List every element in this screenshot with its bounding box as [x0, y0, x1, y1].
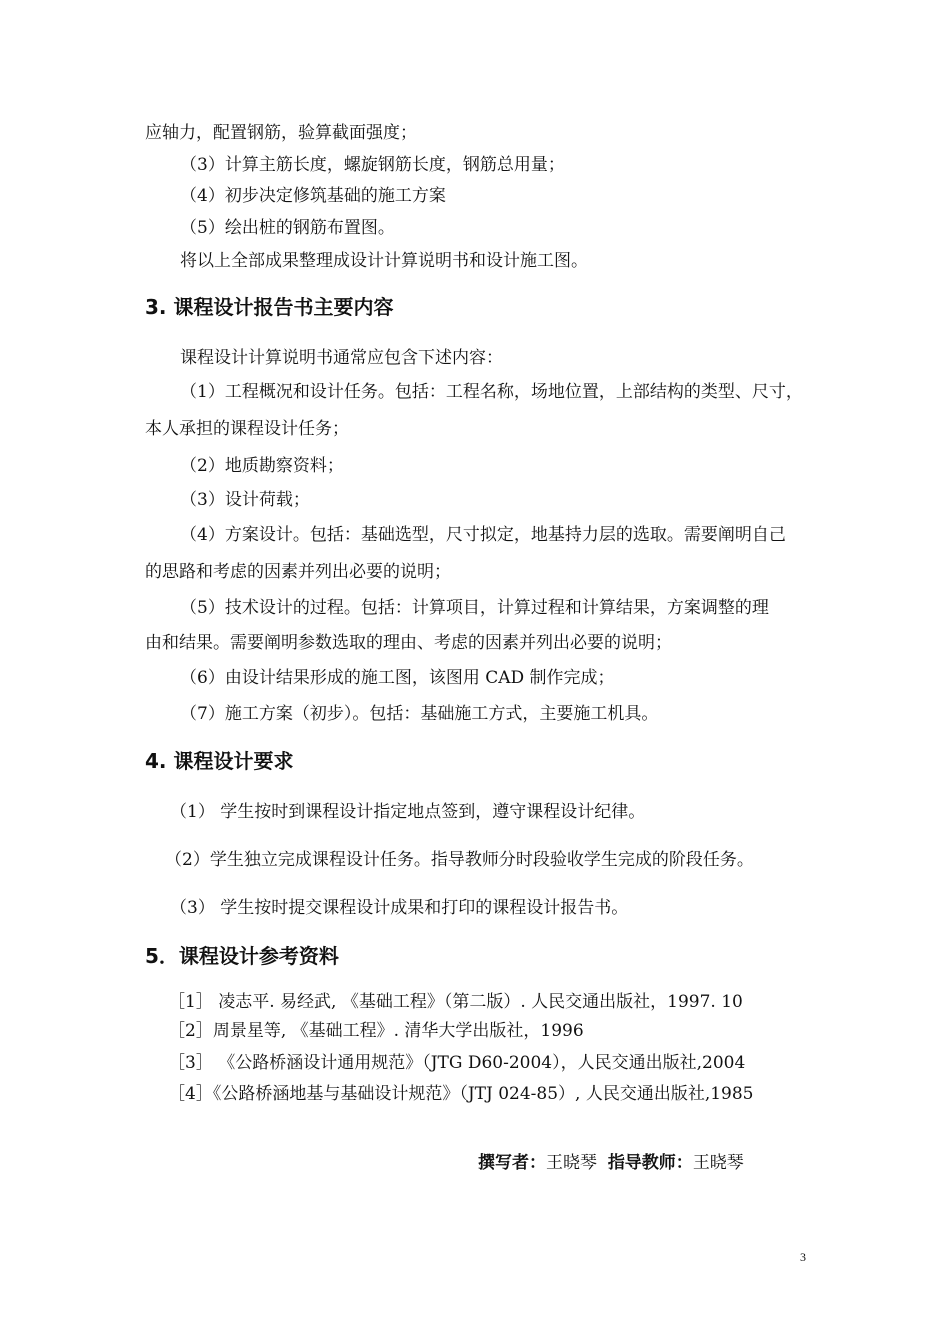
- list-item: （3）设计荷载；: [180, 490, 310, 510]
- signature-line: [478, 1152, 744, 1174]
- list-item: （3） 学生按时提交课程设计成果和打印的课程设计报告书。: [170, 898, 629, 918]
- advisor-label: 指导教师：: [607, 1153, 693, 1173]
- list-item-continued: 的思路和考虑的因素并列出必要的说明；: [145, 562, 451, 582]
- list-item: （5）绘出桩的钢筋布置图。: [180, 218, 395, 238]
- section-heading: 5．课程设计参考资料: [145, 944, 339, 968]
- section-heading: 3. 课程设计报告书主要内容: [145, 295, 394, 319]
- reference-item: ［2］周景星等, 《基础工程》. 清华大学出版社，1996: [168, 1021, 584, 1041]
- author-label: 撰写者：: [478, 1153, 546, 1173]
- list-item: （1）工程概况和设计任务。包括：工程名称，场地位置，上部结构的类型、尺寸，: [180, 382, 803, 402]
- section-heading: 4. 课程设计要求: [145, 749, 294, 773]
- list-item: （2）地质勘察资料；: [180, 456, 344, 476]
- paragraph-line: 将以上全部成果整理成设计计算说明书和设计施工图。: [180, 251, 588, 271]
- list-item: （5）技术设计的过程。包括：计算项目，计算过程和计算结果，方案调整的理: [180, 598, 769, 618]
- list-item: （1） 学生按时到课程设计指定地点签到，遵守课程设计纪律。: [170, 802, 646, 822]
- list-item: （6）由设计结果形成的施工图，该图用 CAD 制作完成；: [180, 668, 615, 688]
- paragraph-line: 应轴力，配置钢筋，验算截面强度；: [145, 123, 417, 143]
- author-name: 王晓琴: [546, 1153, 597, 1173]
- reference-item: ［3］ 《公路桥涵设计通用规范》（JTG D60-2004），人民交通出版社,2004: [168, 1053, 746, 1073]
- list-item: （4）方案设计。包括：基础选型，尺寸拟定，地基持力层的选取。需要阐明自己: [180, 525, 786, 545]
- list-item: （7）施工方案（初步）。包括：基础施工方式，主要施工机具。: [180, 704, 659, 724]
- paragraph-line: 课程设计计算说明书通常应包含下述内容：: [180, 348, 503, 368]
- list-item: （3）计算主筋长度，螺旋钢筋长度，钢筋总用量；: [180, 155, 565, 175]
- page-number: 3: [800, 1250, 806, 1264]
- advisor-name: 王晓琴: [692, 1153, 744, 1173]
- reference-item: ［4］《公路桥涵地基与基础设计规范》（JTJ 024-85）, 人民交通出版社,1985: [168, 1084, 754, 1104]
- list-item: （2）学生独立完成课程设计任务。指导教师分时段验收学生完成的阶段任务。: [165, 850, 754, 870]
- list-item-continued: 本人承担的课程设计任务；: [145, 419, 349, 439]
- list-item-continued: 由和结果。需要阐明参数选取的理由、考虑的因素并列出必要的说明；: [145, 633, 672, 653]
- reference-item: ［1］ 凌志平. 易经武, 《基础工程》（第二版）. 人民交通出版社，1997. 10: [168, 992, 743, 1012]
- list-item: （4）初步决定修筑基础的施工方案: [180, 186, 446, 206]
